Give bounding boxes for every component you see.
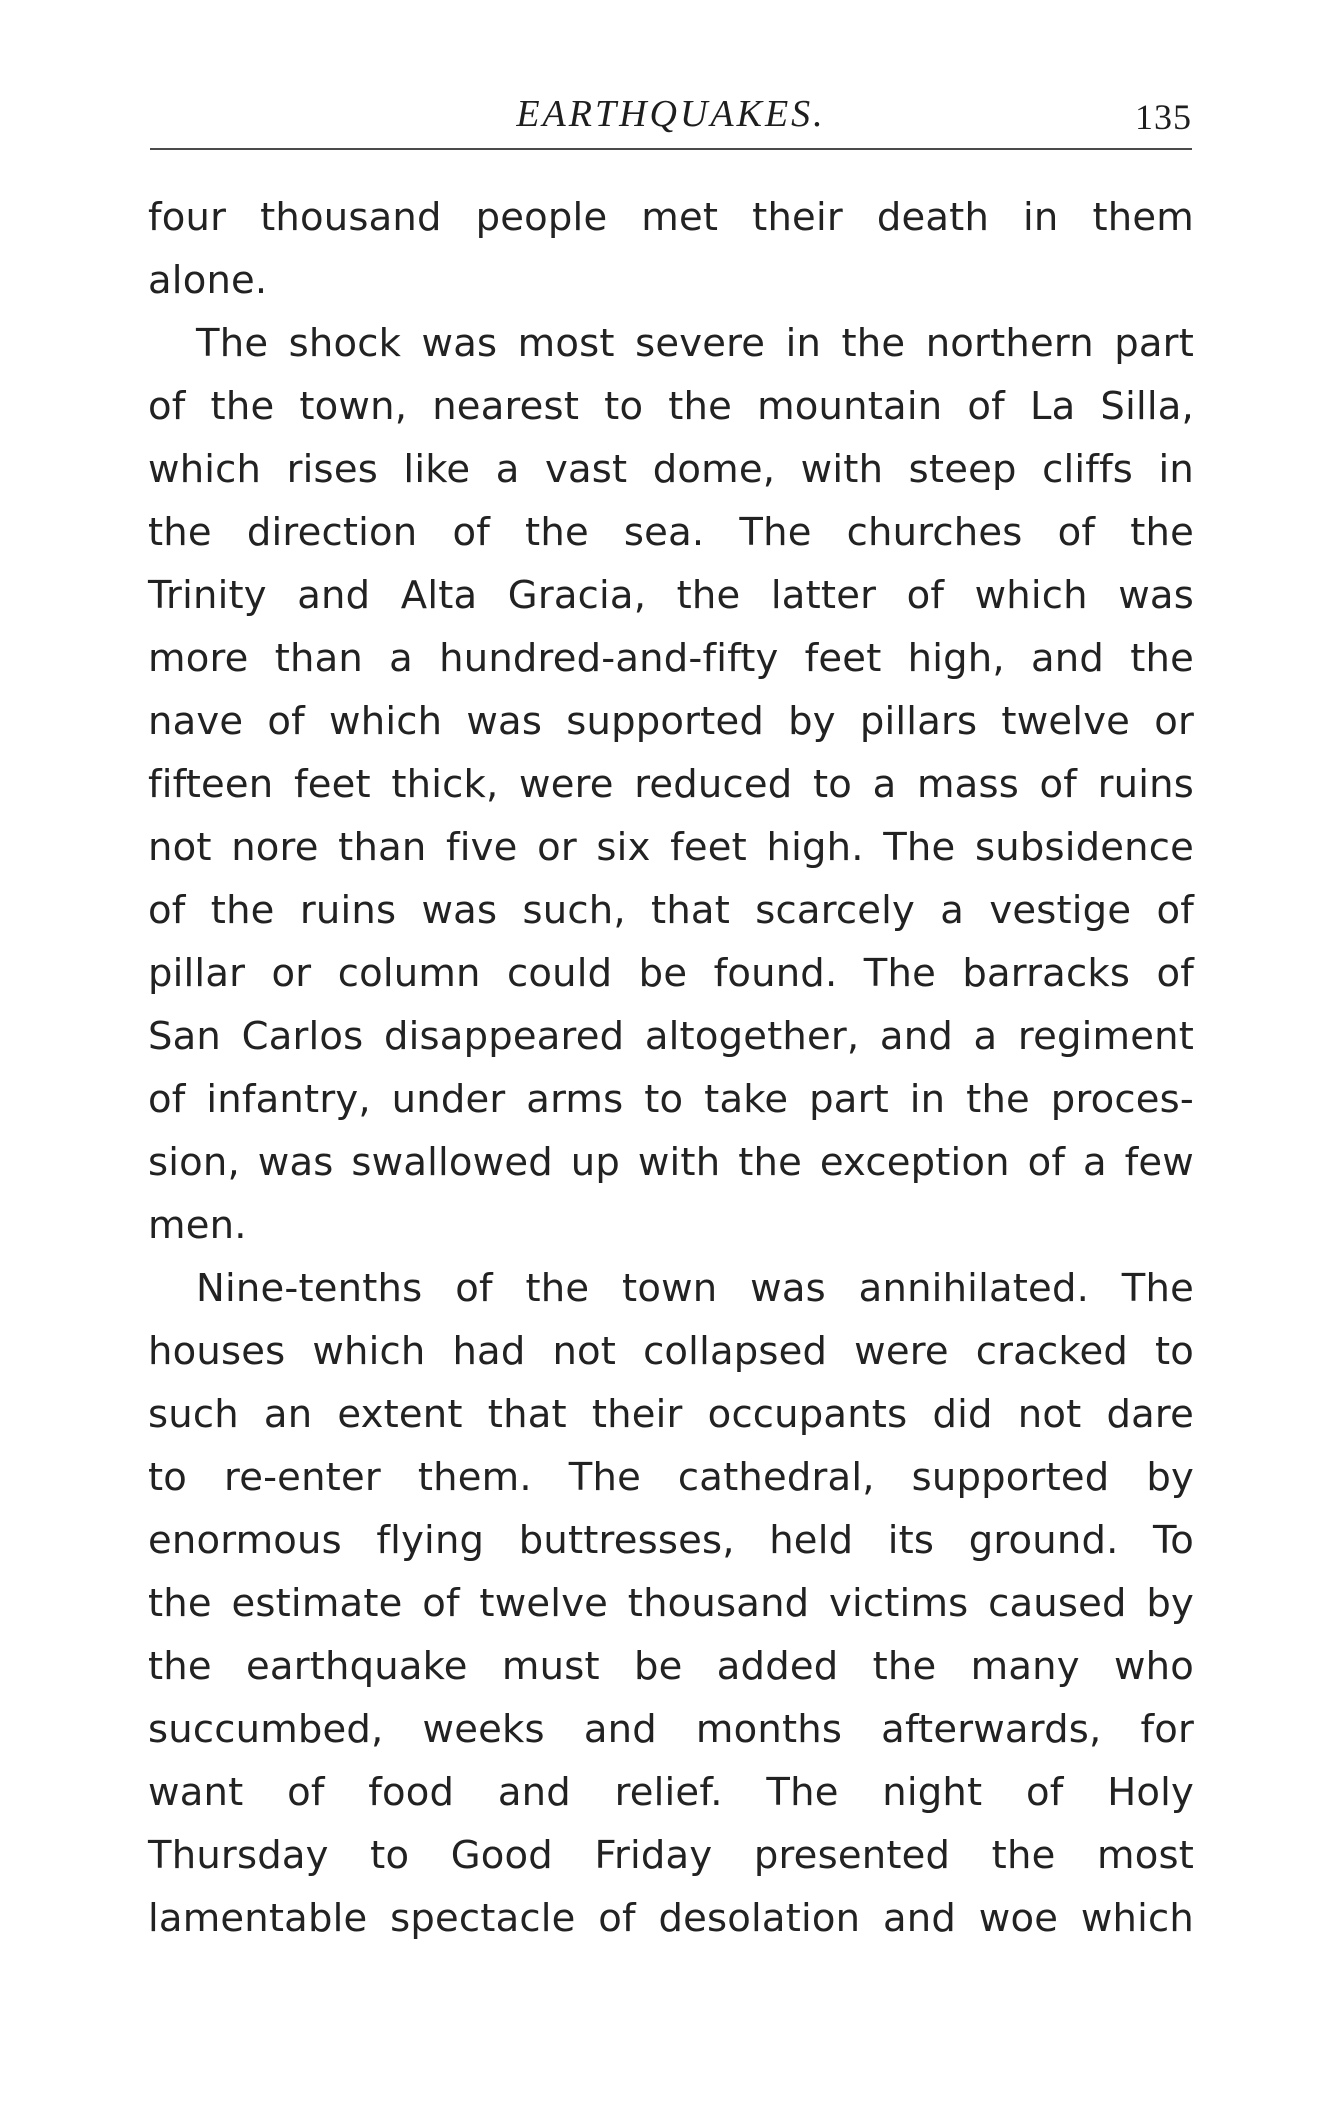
text-line: nave of which was supported by pillars twelve or	[148, 699, 1194, 744]
text-line: the direction of the sea. The churches of the	[148, 510, 1194, 555]
text-line: Nine-tenths of the town was annihilated. The	[196, 1266, 1194, 1311]
text-line: of infantry, under arms to take part in the proces-	[148, 1077, 1194, 1122]
text-line: The shock was most severe in the northern part	[196, 321, 1194, 366]
text-line: Thursday to Good Friday presented the most	[148, 1833, 1194, 1878]
text-line: which rises like a vast dome, with steep cliffs in	[148, 447, 1194, 492]
text-line: of the town, nearest to the mountain of La Silla,	[148, 384, 1194, 429]
text-line: alone.	[148, 258, 268, 303]
text-line: fifteen feet thick, were reduced to a mass of ruins	[148, 762, 1194, 807]
running-head	[150, 92, 1192, 152]
text-line: the earthquake must be added the many who	[148, 1644, 1194, 1689]
text-line: the estimate of twelve thousand victims caused by	[148, 1581, 1194, 1626]
text-line: men.	[148, 1203, 247, 1248]
text-line: more than a hundred-and-fifty feet high, and the	[148, 636, 1194, 681]
text-line: pillar or column could be found. The barracks of	[148, 951, 1194, 996]
text-line: Trinity and Alta Gracia, the latter of which was	[148, 573, 1194, 618]
text-line: enormous flying buttresses, held its ground. To	[148, 1518, 1194, 1563]
text-line: sion, was swallowed up with the exception of a few	[148, 1140, 1194, 1185]
text-line: San Carlos disappeared altogether, and a regiment	[148, 1014, 1194, 1059]
text-line: houses which had not collapsed were cracked to	[148, 1329, 1194, 1374]
running-head-title: EARTHQUAKES.	[516, 93, 826, 135]
text-line: lamentable spectacle of desolation and woe which	[148, 1896, 1194, 1941]
text-line: succumbed, weeks and months afterwards, for	[148, 1707, 1194, 1752]
text-line: want of food and relief. The night of Holy	[148, 1770, 1194, 1815]
text-line: such an extent that their occupants did not dare	[148, 1392, 1194, 1437]
header-rule	[150, 148, 1192, 150]
text-line: not nore than five or six feet high. The subsidence	[148, 825, 1194, 870]
text-line: to re-enter them. The cathedral, supported by	[148, 1455, 1194, 1500]
page-number: 135	[1135, 97, 1192, 137]
text-line: four thousand people met their death in them	[148, 195, 1194, 240]
text-line: of the ruins was such, that scarcely a vestige of	[148, 888, 1194, 933]
body-text	[148, 186, 1194, 1950]
